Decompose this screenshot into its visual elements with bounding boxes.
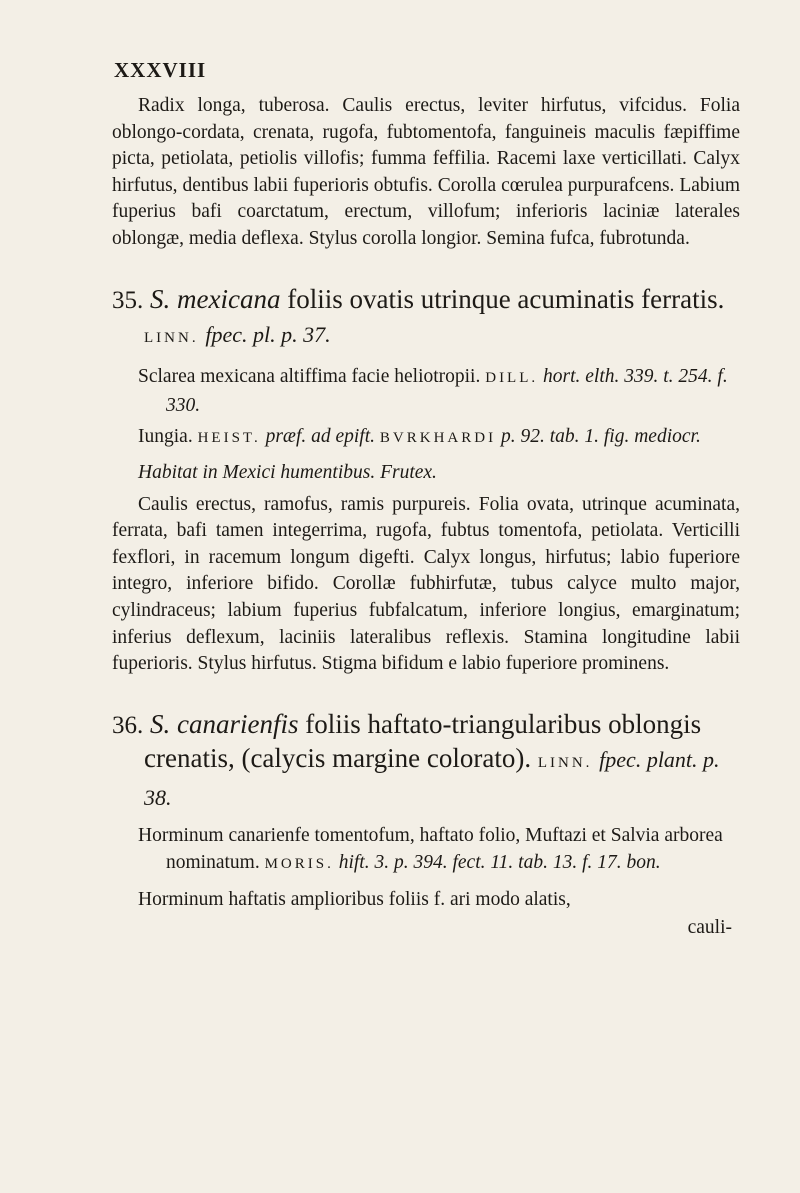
synonym-author: BVRKHARDI bbox=[379, 429, 497, 446]
catchword: cauli- bbox=[687, 916, 732, 938]
synonym-author: MORIS. bbox=[264, 855, 334, 872]
synonym-entry bbox=[112, 886, 740, 913]
synonym-author: HEIST. bbox=[197, 429, 261, 446]
synonym-reference: hift. 3. p. 394. fect. 11. tab. 13. f. 17. bon. bbox=[338, 851, 661, 873]
species-epithet: canarienfis bbox=[177, 708, 299, 739]
species-diagnosis: foliis haftato-triangularibus oblongis crenatis, (calycis margine colorato). bbox=[144, 708, 702, 773]
synonym-text: Horminum canarienfe tomentofum, haftato folio, Muftazi et Salvia arborea nominatum. bbox=[138, 824, 723, 873]
species-epithet: mexicana bbox=[177, 283, 281, 314]
species-number: 36. bbox=[112, 711, 144, 739]
species-reference: fpec. plant. p. 38. bbox=[144, 746, 720, 810]
page-number: XXXVIII bbox=[114, 58, 207, 82]
habitat-line: Habitat in Mexici humentibus. Frutex. bbox=[138, 461, 437, 483]
synonym-text: Iungia. bbox=[138, 425, 193, 447]
species-author: LINN. bbox=[537, 754, 593, 771]
species-description: Caulis erectus, ramofus, ramis purpureis. Folia ovata, utrinque acuminata, ferrata, bafi tamen integerrima, rugofa, fubtus tomentofa, petiolata. Verticilli fexflori, in racemum longum digefti. Calyx longus, hirfutus; labio fuperiore integro, inferiore bifido. Corollæ fubhirfutæ, tubus calyce multo major, cylindraceus; labium fuperius fubfalcatum, inferiore longius, emarginatum; inferius deflexum, laciniis lateralibus reflexis. Stamina longitudine labii fuperioris. Stylus hirfutus. Stigma bifidum e labio fuperiore prominens. bbox=[112, 493, 740, 675]
synonym-entry bbox=[112, 822, 740, 878]
synonym-text: Sclarea mexicana altiffima facie heliotropii. bbox=[138, 365, 481, 387]
paragraph-top: Radix longa, tuberosa. Caulis erectus, leviter hirfutus, vifcidus. Folia oblongo-cordata, crenata, rugofa, fubtomentofa, fanguineis maculis fæpiffime picta, petiolata, petiolis villofis; fumma feffilia. Racemi laxe verticillati. Calyx hirfutus, dentibus labii fuperioris obtufis. Corolla cœrulea purpurafcens. Labium fuperius bafi coarctatum, erectum, villofum; inferioris laciniæ laterales oblongæ, media deflexa. Stylus corolla longior. Semina fufca, fubrotunda. bbox=[112, 95, 740, 249]
species-heading-35 bbox=[112, 283, 740, 355]
synonym-author: DILL. bbox=[485, 369, 539, 386]
synonym-entry bbox=[112, 423, 740, 452]
species-number: 35. bbox=[112, 286, 144, 314]
synonym-reference: præf. ad epift. bbox=[265, 425, 376, 447]
synonym-reference: p. 92. tab. 1. fig. mediocr. bbox=[500, 425, 701, 447]
species-genus: S. bbox=[150, 708, 171, 739]
species-heading-36 bbox=[112, 708, 740, 814]
species-diagnosis: foliis ovatis utrinque acuminatis ferratis. bbox=[287, 283, 725, 314]
species-genus: S. bbox=[150, 283, 171, 314]
synonym-entry bbox=[112, 363, 740, 419]
synonym-reference: hort. elth. 339. t. 254. f. 330. bbox=[166, 365, 728, 416]
species-reference: fpec. pl. p. 37. bbox=[205, 321, 331, 347]
species-author: LINN. bbox=[144, 329, 199, 346]
synonym-text: Horminum haftatis amplioribus foliis f. ari modo alatis, bbox=[138, 888, 571, 910]
